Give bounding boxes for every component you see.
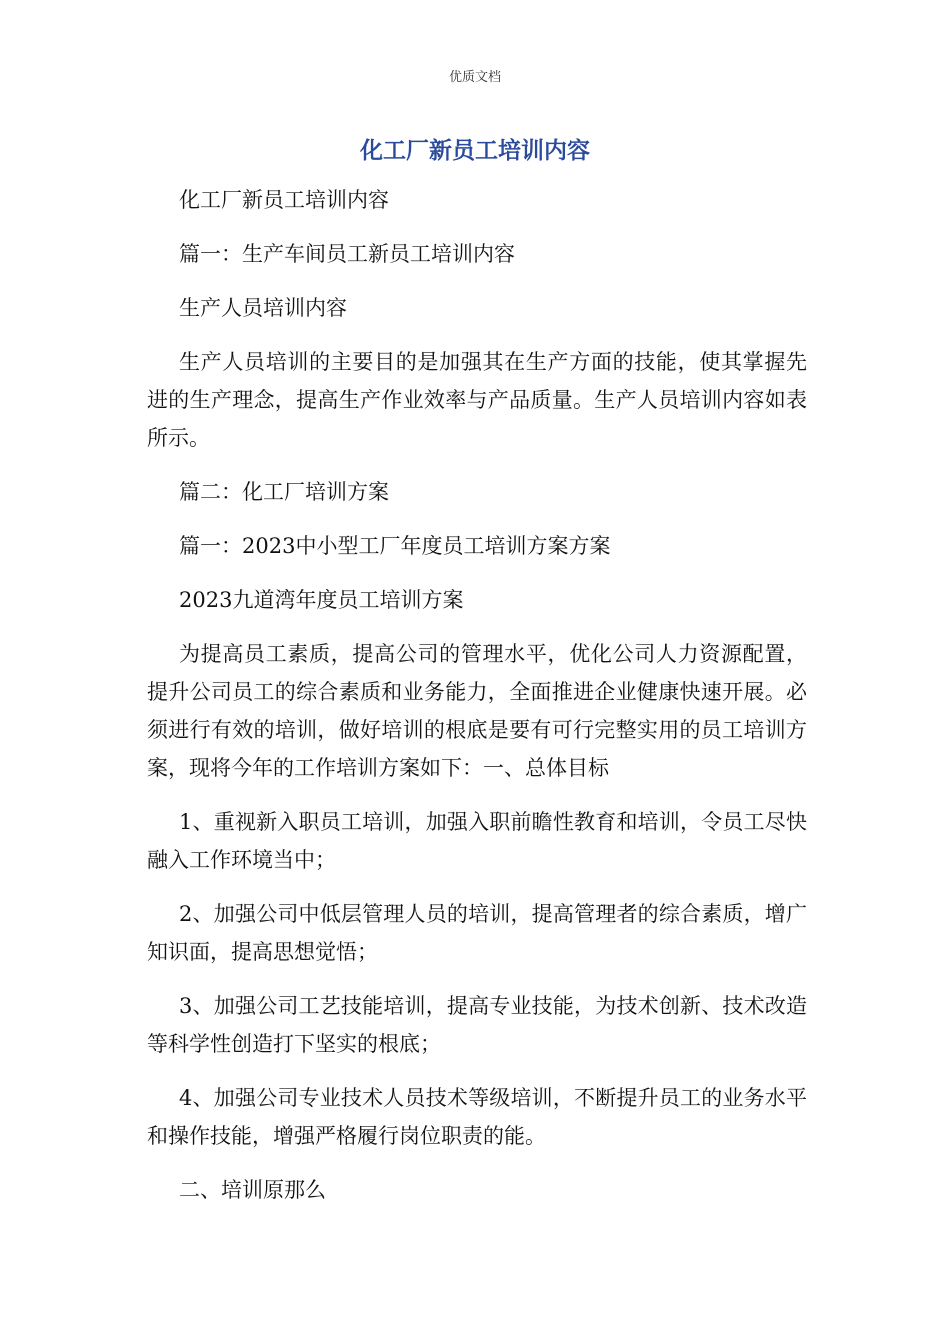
paragraph-goal-1: 1、重视新入职员工培训，加强入职前瞻性教育和培训，令员工尽快融入工作环境当中； xyxy=(147,810,807,872)
paragraph-intro: 为提高员工素质，提高公司的管理水平，优化公司人力资源配置，提升公司员工的综合素质和业务能力，全面推进企业健康快速开展。必须进行有效的培训，做好培训的根底是要有可行完整实用的员工培训方案，现将今年的工作培训方案如下：一、总体目标 xyxy=(147,642,807,780)
paragraph-plan-name: 2023九道湾年度员工培训方案 xyxy=(179,588,464,612)
paragraph-heading-production: 生产人员培训内容 xyxy=(179,296,347,320)
document-title: 化工厂新员工培训内容 xyxy=(360,138,590,164)
paragraph-subtitle: 化工厂新员工培训内容 xyxy=(179,188,389,212)
paragraph-goal-2: 2、加强公司中低层管理人员的培训，提高管理者的综合素质，增广知识面，提高思想觉悟； xyxy=(147,902,807,964)
paragraph-section-1: 篇一：生产车间员工新员工培训内容 xyxy=(179,242,515,266)
paragraph-production-purpose: 生产人员培训的主要目的是加强其在生产方面的技能，使其掌握先进的生产理念，提高生产作业效率与产品质量。生产人员培训内容如表所示。 xyxy=(147,350,807,450)
paragraph-goal-4: 4、加强公司专业技术人员技术等级培训，不断提升员工的业务水平和操作技能，增强严格履行岗位职责的能。 xyxy=(147,1086,807,1148)
document-body xyxy=(147,181,807,1209)
paragraph-plan-title: 篇一：2023中小型工厂年度员工培训方案方案 xyxy=(179,534,611,558)
paragraph-goal-3: 3、加强公司工艺技能培训，提高专业技能，为技术创新、技术改造等科学性创造打下坚实的根底； xyxy=(147,994,807,1056)
paragraph-section-2: 篇二：化工厂培训方案 xyxy=(179,480,389,504)
paragraph-section-principles: 二、培训原那么 xyxy=(179,1178,326,1202)
page-header: 优质文档 xyxy=(448,70,501,85)
